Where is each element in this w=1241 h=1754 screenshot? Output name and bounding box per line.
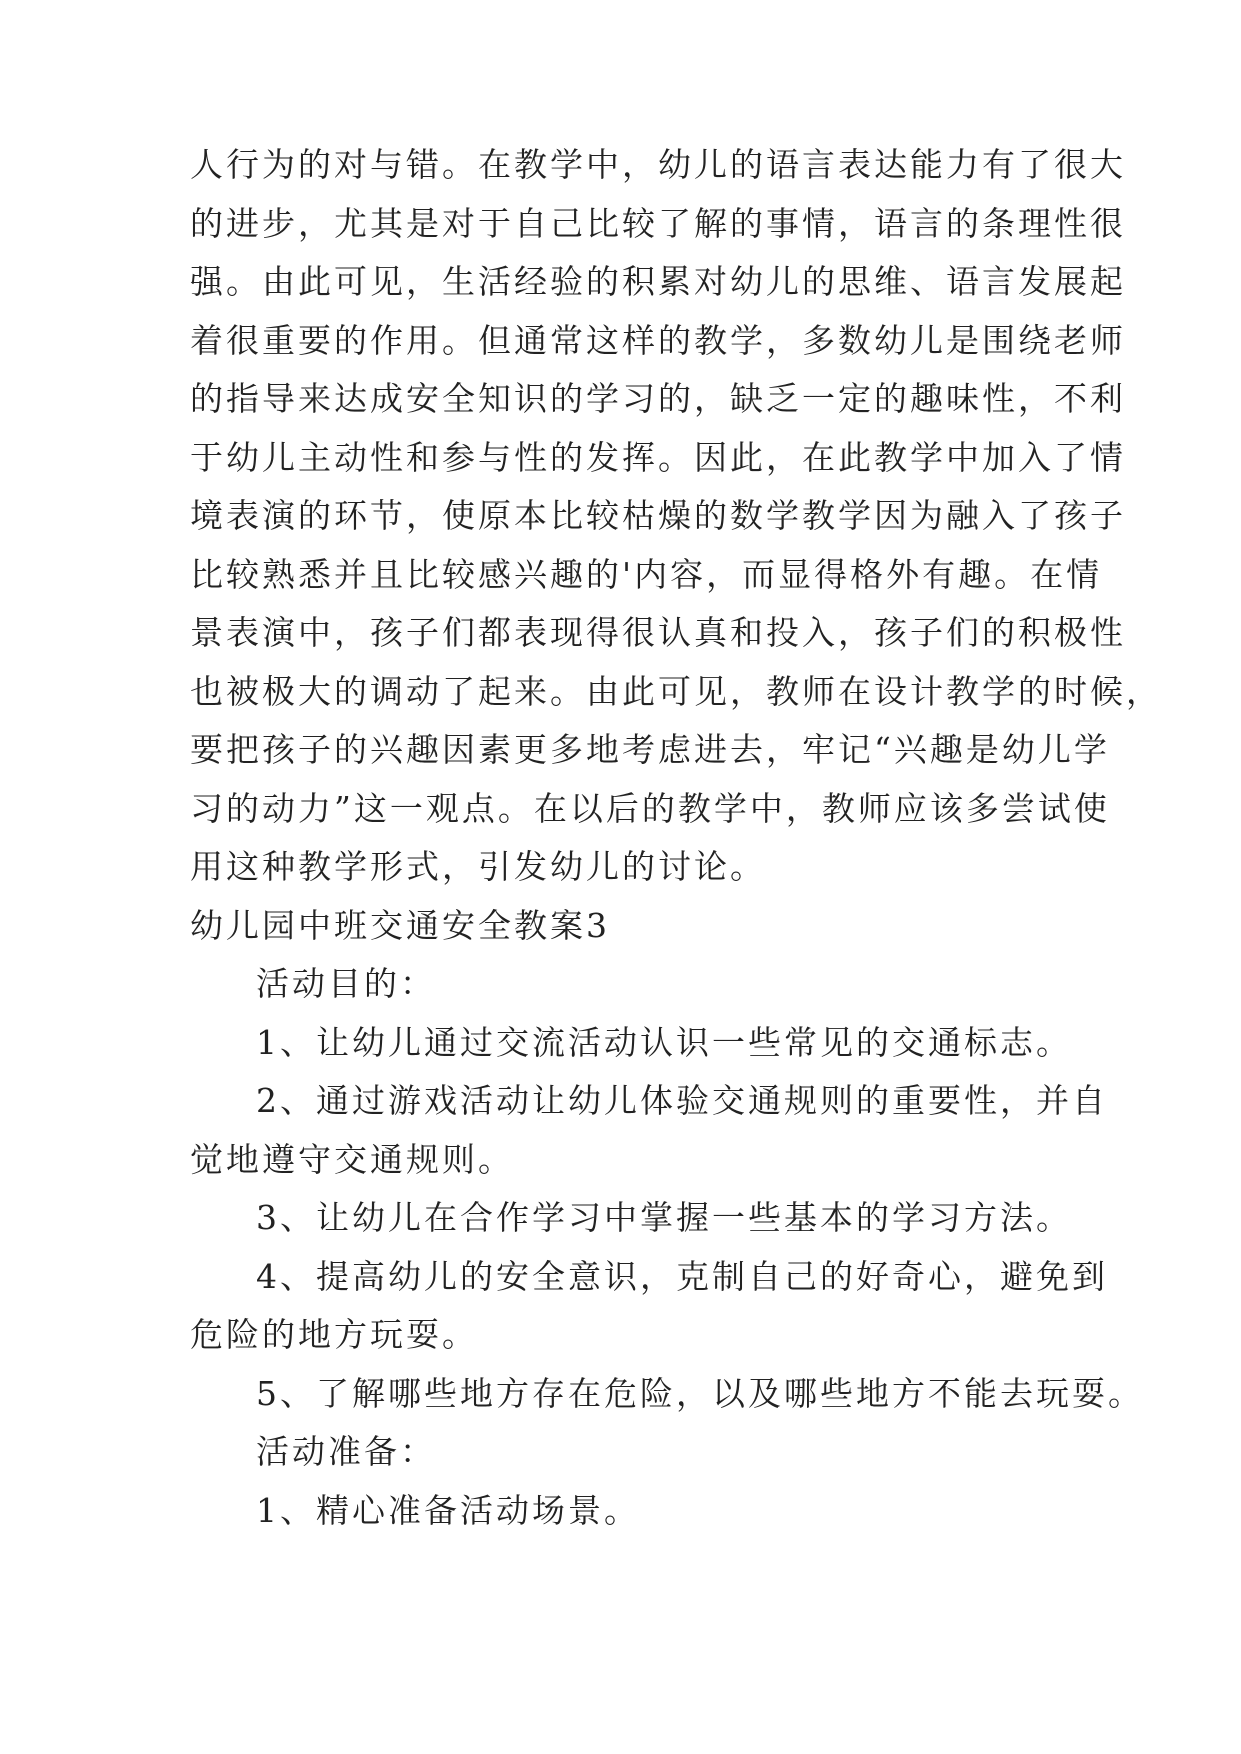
goal-item-3: 3、让幼儿在合作学习中掌握一些基本的学习方法。 bbox=[256, 1198, 1072, 1237]
text-line: 习的动力”这一观点。在以后的教学中，教师应该多尝试使 bbox=[190, 788, 1110, 828]
text-line: 比较熟悉并且比较感兴趣的'内容，而显得格外有趣。在情 bbox=[190, 554, 1103, 594]
text-line: 着很重要的作用。但通常这样的教学，多数幼儿是围绕老师 bbox=[190, 320, 1126, 360]
goal-item-4: 4、提高幼儿的安全意识，克制自己的好奇心，避免到 bbox=[256, 1256, 1108, 1296]
section-title: 幼儿园中班交通安全教案3 bbox=[190, 905, 610, 945]
text-line: 的进步，尤其是对于自己比较了解的事情，语言的条理性很 bbox=[190, 203, 1126, 243]
text-line: 于幼儿主动性和参与性的发挥。因此，在此教学中加入了情 bbox=[190, 437, 1126, 477]
text-line: 强。由此可见，生活经验的积累对幼儿的思维、语言发展起 bbox=[190, 262, 1126, 301]
goal-item-5: 5、了解哪些地方存在危险，以及哪些地方不能去玩耍。 bbox=[256, 1373, 1144, 1413]
goal-item-4-continued: 危险的地方玩耍。 bbox=[190, 1315, 478, 1354]
prep-item-1: 1、精心准备活动场景。 bbox=[256, 1490, 640, 1530]
goal-item-1: 1、让幼儿通过交流活动认识一些常见的交通标志。 bbox=[256, 1022, 1072, 1062]
document-body bbox=[190, 136, 1162, 1540]
text-line: 景表演中，孩子们都表现得很认真和投入，孩子们的积极性 bbox=[190, 613, 1126, 652]
goal-item-2-continued: 觉地遵守交通规则。 bbox=[190, 1139, 514, 1179]
goal-item-2: 2、通过游戏活动让幼儿体验交通规则的重要性，并自 bbox=[256, 1081, 1108, 1120]
prep-heading: 活动准备： bbox=[256, 1432, 436, 1471]
text-line: 用这种教学形式，引发幼儿的讨论。 bbox=[190, 847, 766, 886]
text-line: 人行为的对与错。在教学中，幼儿的语言表达能力有了很大 bbox=[190, 145, 1126, 184]
goals-heading: 活动目的： bbox=[256, 964, 436, 1003]
text-line: 境表演的环节，使原本比较枯燥的数学教学因为融入了孩子 bbox=[190, 496, 1126, 535]
text-line: 也被极大的调动了起来。由此可见，教师在设计教学的时候， bbox=[190, 671, 1162, 711]
text-line: 的指导来达成安全知识的学习的，缺乏一定的趣味性，不利 bbox=[190, 379, 1126, 418]
text-line: 要把孩子的兴趣因素更多地考虑进去，牢记“兴趣是幼儿学 bbox=[190, 730, 1110, 769]
